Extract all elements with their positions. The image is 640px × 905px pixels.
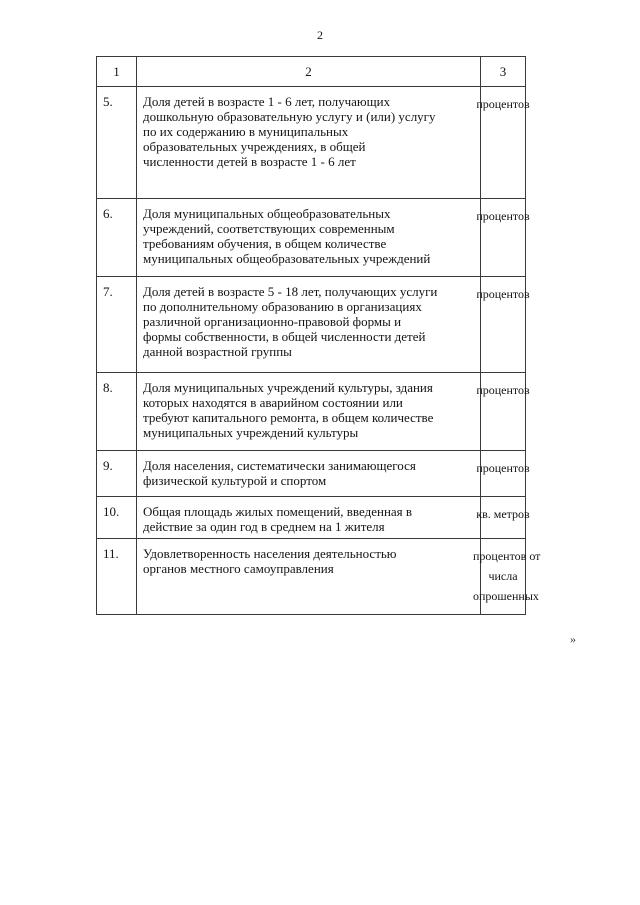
unit-of-measure — [476, 87, 530, 199]
column-header-number: 1 — [97, 57, 137, 87]
description-line: Доля детей в возрасте 5 - 18 лет, получающих услуги — [143, 284, 438, 299]
indicators-table — [96, 56, 541, 615]
indicator-description — [137, 451, 481, 497]
indicator-description — [137, 199, 481, 277]
unit-line: процентов — [476, 383, 530, 397]
unit-line: кв. метров — [476, 507, 530, 521]
unit-of-measure — [476, 497, 530, 539]
unit-of-measure — [476, 451, 530, 497]
unit-of-measure — [476, 277, 530, 373]
description-line: Доля детей в возрасте 1 - 6 лет, получающих — [143, 94, 391, 109]
description-line: муниципальных общеобразовательных учреждений — [143, 251, 431, 266]
table-header-row — [97, 57, 526, 87]
description-line: образовательных учреждениях, в общей — [143, 139, 366, 154]
indicator-description — [137, 277, 481, 373]
row-number: 10. — [97, 497, 137, 539]
column-header-unit: 3 — [481, 57, 526, 87]
row-number: 5. — [97, 87, 137, 199]
row-number: 7. — [97, 277, 137, 373]
indicator-description — [137, 87, 481, 199]
description-line: Доля населения, систематически занимающегося — [143, 458, 416, 473]
table-row — [97, 199, 526, 277]
row-number: 8. — [97, 373, 137, 451]
description-line: численности детей в возрасте 1 - 6 лет — [143, 154, 356, 169]
unit-line: процентов — [476, 97, 530, 111]
description-line: Доля муниципальных учреждений культуры, здания — [143, 380, 433, 395]
unit-of-measure — [476, 373, 530, 451]
table-row — [97, 277, 526, 373]
description-line: различной организационно-правовой формы и — [143, 314, 402, 329]
description-line: по дополнительному образованию в организациях — [143, 299, 422, 314]
description-line: учреждений, соответствующих современным — [143, 221, 395, 236]
description-line: требуют капитального ремонта, в общем количестве — [143, 410, 434, 425]
indicator-description — [137, 373, 481, 451]
description-line: формы собственности, в общей численности детей — [143, 329, 426, 344]
description-line: по их содержанию в муниципальных — [143, 124, 349, 139]
continuation-mark: » — [570, 632, 576, 646]
column-header-indicator: 2 — [137, 57, 481, 87]
unit-line: опрошенных — [473, 589, 539, 603]
unit-line: процентов — [476, 461, 530, 475]
unit-of-measure — [473, 539, 541, 615]
description-line: дошкольную образовательную услугу и (или) услугу — [143, 109, 436, 124]
unit-of-measure — [476, 199, 530, 277]
description-line: которых находятся в аварийном состоянии или — [143, 395, 403, 410]
row-number: 6. — [97, 199, 137, 277]
unit-line: процентов от — [473, 549, 541, 563]
unit-line: процентов — [476, 209, 530, 223]
indicator-description — [137, 539, 481, 615]
unit-line: процентов — [476, 287, 530, 301]
description-line: Общая площадь жилых помещений, введенная в — [143, 504, 413, 519]
table-row — [97, 373, 526, 451]
table-row — [97, 497, 526, 539]
description-line: действие за один год в среднем на 1 жителя — [143, 519, 385, 534]
table-row — [97, 539, 526, 615]
description-line: органов местного самоуправления — [143, 561, 334, 576]
description-line: Доля муниципальных общеобразовательных — [143, 206, 391, 221]
table-row — [97, 87, 526, 199]
row-number: 11. — [97, 539, 137, 615]
table-row — [97, 451, 526, 497]
description-line: муниципальных учреждений культуры — [143, 425, 359, 440]
unit-line: числа — [488, 569, 518, 583]
description-line: данной возрастной группы — [143, 344, 292, 359]
description-line: физической культурой и спортом — [143, 473, 327, 488]
indicator-description — [137, 497, 481, 539]
row-number: 9. — [97, 451, 137, 497]
description-line: требованиям обучения, в общем количестве — [143, 236, 387, 251]
description-line: Удовлетворенность населения деятельностью — [143, 546, 397, 561]
page-number: 2 — [317, 28, 323, 42]
